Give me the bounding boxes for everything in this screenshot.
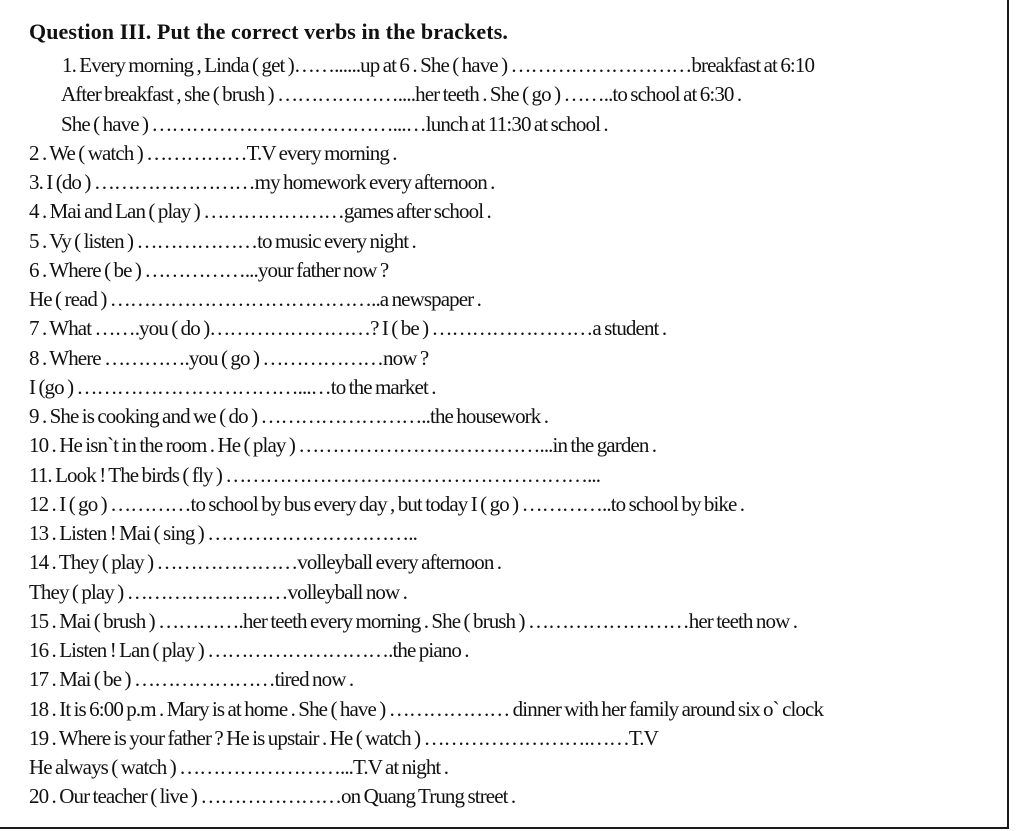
exercise-line-14b: They ( play ) ……………………volleyball now .	[29, 579, 407, 604]
exercise-line-12: 12 . I ( go ) …………to school by bus every day , but today I ( go ) …………..to school by bike .	[29, 491, 745, 516]
question-title: Question III. Put the correct verbs in the brackets.	[29, 19, 508, 44]
exercise-line-6: 6 . Where ( be ) ……………...your father now ?	[29, 257, 389, 282]
exercise-line-14: 14 . They ( play ) …………………volleyball every afternoon .	[29, 550, 502, 575]
exercise-line-19: 19 . Where is your father ? He is upstair . He ( watch ) …………………….……T.V	[29, 725, 658, 750]
exercise-line-1: 1. Every morning , Linda ( get )……......up at 6 . She ( have ) ………………………breakfast at 6:10	[62, 53, 815, 77]
exercise-line-1b: After breakfast , she ( brush ) ………………....her teeth . She ( go ) ……..to school at 6:30 .	[61, 82, 742, 107]
exercise-line-8b: I (go ) ……………………………...…to the market .	[29, 374, 436, 399]
exercise-line-4: 4 . Mai and Lan ( play ) …………………games after school .	[29, 199, 491, 224]
exercise-line-9: 9 . She is cooking and we ( do ) ……………………..the housework .	[29, 404, 549, 428]
exercise-lines	[0, 51, 1009, 812]
exercise-line-10: 10 . He isn`t in the room . He ( play ) ………………………………...in the garden .	[29, 433, 657, 458]
exercise-line-8: 8 . Where ………….you ( go ) ………………now ?	[29, 345, 429, 370]
exercise-line-18: 18 . It is 6:00 p.m . Mary is at home . She ( have ) ……………… dinner with her family around six o` clock	[29, 696, 824, 721]
exercise-line-20: 20 . Our teacher ( live ) …………………on Quang Trung street .	[29, 784, 516, 809]
exercise-line-6b: He ( read ) …………………………………..a newspaper .	[29, 287, 481, 311]
exercise-line-1c: She ( have ) ………………………………...…lunch at 11:30 at school .	[61, 111, 608, 136]
exercise-line-15: 15 . Mai ( brush ) ………….her teeth every morning . She ( brush ) ……………………her teeth now .	[29, 608, 798, 633]
exercise-line-3: 3. I (do ) ……………………my homework every afternoon .	[29, 170, 495, 194]
exercise-line-5: 5 . Vy ( listen ) ………………to music every night .	[29, 228, 416, 253]
exercise-line-7: 7 . What …….you ( do )……………………? I ( be ) ……………………a student .	[29, 316, 667, 341]
exercise-line-13: 13 . Listen ! Mai ( sing ) …………………………..	[29, 521, 417, 545]
exercise-line-2: 2 . We ( watch ) ……………T.V every morning .	[29, 140, 397, 165]
exercise-line-17: 17 . Mai ( be ) …………………tired now .	[29, 667, 354, 692]
exercise-line-16: 16 . Listen ! Lan ( play ) ……………………….the piano .	[29, 638, 469, 662]
exercise-line-19b: He always ( watch ) ……………………...T.V at night .	[29, 755, 449, 779]
exercise-line-11: 11. Look ! The birds ( fly ) ………………………………………………...	[29, 462, 601, 487]
